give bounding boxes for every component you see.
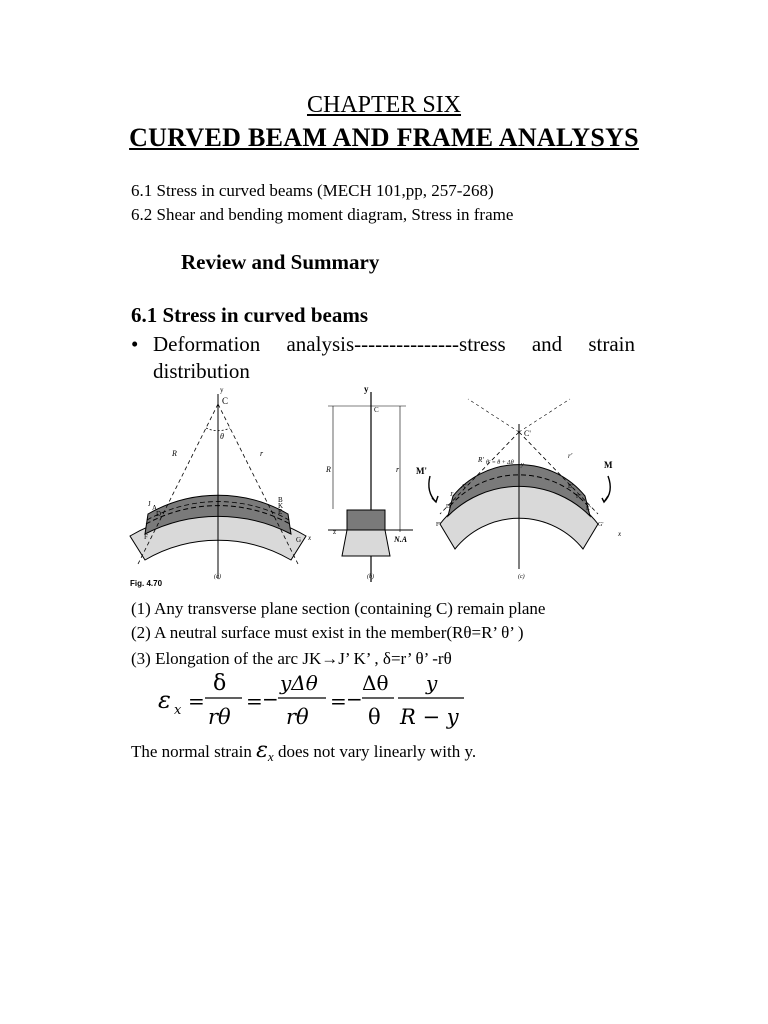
svg-text:z: z (333, 528, 337, 536)
svg-text:M: M (604, 460, 613, 470)
svg-text:R: R (172, 449, 177, 458)
svg-text:x: x (174, 703, 182, 718)
svg-text:yΔθ: yΔθ (280, 671, 318, 695)
svg-text:R: R (326, 465, 331, 474)
assumption-3: (3) Elongation of the arc JK→J’ K’ , δ=r’ θ’ -rθ (131, 649, 452, 668)
strain-symbol: ε (256, 738, 268, 763)
svg-text:(c): (c) (518, 574, 525, 580)
bullet-deformation-analysis (131, 331, 635, 385)
svg-text:R': R' (478, 456, 484, 464)
svg-text:y: y (364, 384, 369, 394)
label-c: C (222, 396, 229, 406)
svg-text:=: = (188, 689, 205, 713)
svg-text:x: x (308, 534, 312, 542)
svg-text:E': E' (586, 506, 591, 512)
svg-text:−: − (346, 687, 363, 711)
svg-text:Δθ: Δθ (362, 671, 389, 695)
svg-text:(a): (a) (214, 574, 221, 580)
toc-item-6-2: 6.2 Shear and bending moment diagram, Stress in frame (131, 205, 514, 224)
chapter-heading: CHAPTER SIX (306, 92, 462, 118)
svg-text:G: G (296, 536, 302, 544)
svg-text:K': K' (576, 494, 582, 500)
panel-c (416, 399, 622, 580)
svg-text:rθ: rθ (286, 705, 309, 729)
svg-text:=: = (246, 689, 263, 713)
svg-text:F: F (144, 533, 148, 541)
toc-item-6-1: 6.1 Stress in curved beams (MECH 101,pp, 257-268) (131, 181, 494, 200)
svg-text:M': M' (416, 466, 427, 476)
svg-text:r: r (396, 465, 400, 474)
svg-text:F': F' (436, 522, 441, 528)
note-text-before: The normal strain (131, 742, 257, 761)
svg-text:R − y: R − y (400, 705, 459, 729)
svg-text:x: x (618, 530, 622, 538)
svg-text:B: B (278, 496, 283, 504)
svg-text:J: J (148, 500, 151, 508)
svg-text:δ: δ (213, 671, 227, 696)
svg-text:B': B' (568, 484, 574, 490)
svg-text:θ' = θ + Δθ: θ' = θ + Δθ (486, 460, 514, 466)
assumption-2: (2) A neutral surface must exist in the member(Rθ=R’ θ’ ) (131, 623, 524, 642)
bullet-text-line1: Deformation analysis---------------stress and strain (153, 332, 635, 356)
review-heading: Review and Summary (181, 250, 380, 274)
bullet-icon: • (131, 332, 139, 356)
svg-text:θ: θ (368, 705, 381, 729)
svg-text:y: y (521, 462, 524, 468)
svg-text:J': J' (450, 492, 454, 498)
note-text-after: does not vary linearly with y. (273, 742, 477, 761)
figure-caption: Fig. 4.70 (130, 579, 163, 588)
svg-text:K: K (278, 502, 284, 510)
svg-text:C': C' (524, 429, 531, 438)
svg-text:−: − (262, 687, 279, 711)
svg-text:=: = (330, 689, 347, 713)
section-heading: 6.1 Stress in curved beams (131, 303, 369, 327)
curved-beam-figure (128, 384, 640, 590)
svg-text:G': G' (598, 522, 604, 528)
svg-text:(b): (b) (367, 574, 374, 580)
svg-text:y: y (426, 671, 438, 695)
bullet-text-line2: distribution (153, 359, 250, 383)
svg-text:A': A' (461, 484, 467, 490)
svg-text:r: r (260, 449, 264, 458)
svg-text:r': r' (568, 452, 573, 460)
normal-strain-note (131, 738, 476, 765)
panel-a (130, 386, 312, 580)
svg-text:rθ: rθ (208, 705, 231, 729)
strain-equation (150, 668, 470, 734)
svg-text:N.A: N.A (394, 535, 408, 544)
svg-text:ε: ε (158, 686, 171, 714)
cross-section-light (342, 530, 390, 556)
chapter-title: CURVED BEAM AND FRAME ANALYSYS (129, 123, 639, 152)
assumption-1: (1) Any transverse plane section (containing C) remain plane (131, 599, 546, 618)
svg-text:y: y (220, 386, 224, 394)
svg-text:A: A (152, 504, 158, 512)
panel-b (325, 384, 413, 582)
svg-text:D: D (156, 510, 162, 518)
svg-text:θ: θ (220, 432, 224, 441)
svg-text:E: E (278, 508, 283, 516)
cross-section-dark (347, 510, 385, 530)
svg-text:C: C (374, 406, 379, 414)
svg-text:D': D' (446, 504, 452, 510)
strain-subscript: x (267, 749, 274, 764)
